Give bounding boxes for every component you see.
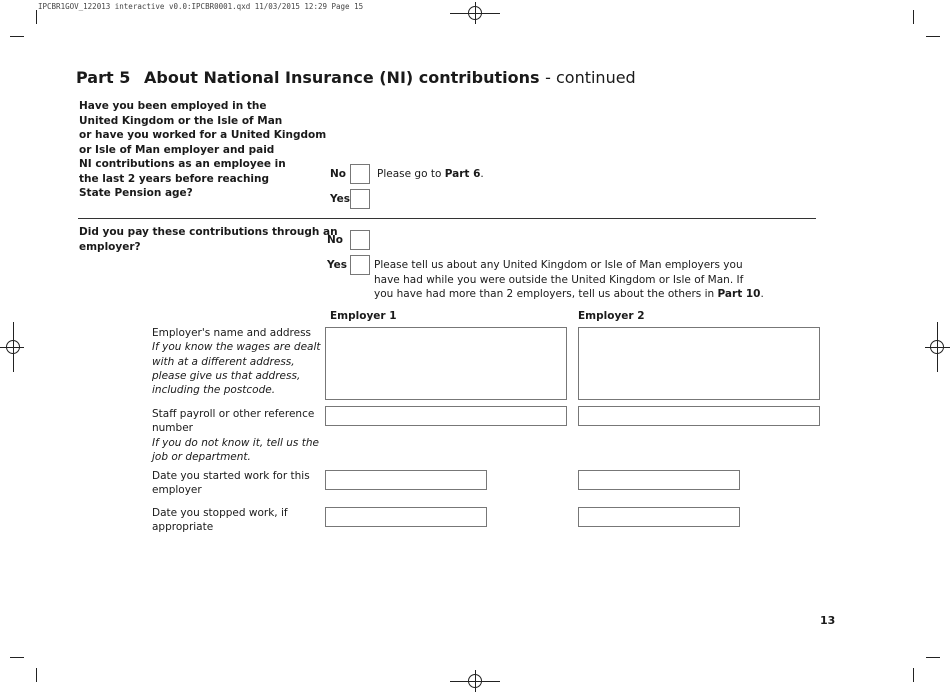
- question-line: NI contributions as an employee in: [79, 158, 286, 170]
- employer-1-start-date-field[interactable]: [325, 470, 487, 490]
- q1-no-checkbox[interactable]: [350, 164, 370, 184]
- question-paid-through-employer: [79, 225, 338, 254]
- question-employed-uk: [79, 99, 326, 201]
- section-divider: [78, 218, 816, 219]
- crop-mark-bottom-left-h: [10, 657, 24, 658]
- note-line: Please tell us about any United Kingdom or Isle of Man employers you: [374, 259, 743, 271]
- crop-mark-top-right-v: [913, 10, 914, 24]
- field-hint: If you do not know it, tell us the: [152, 436, 319, 449]
- crop-mark-bottom-right-v: [913, 668, 914, 682]
- field-hint: with at a different address,: [152, 355, 295, 368]
- question-line: or Isle of Man employer and paid: [79, 143, 275, 156]
- employer-1-stop-date-field[interactable]: [325, 507, 487, 527]
- crop-mark-top-left-v: [36, 10, 37, 24]
- note-text: .: [480, 168, 484, 180]
- q2-yes-label: Yes: [327, 259, 348, 271]
- field-hint: job or department.: [152, 450, 251, 463]
- q1-no-note: [377, 167, 484, 182]
- question-line: United Kingdom or the Isle of Man: [79, 114, 283, 127]
- print-slug: IPCBR1GOV_122013 interactive v0.0:IPCBR0001.qxd 11/03/2015 12:29 Page 15: [38, 2, 364, 11]
- employer-2-start-date-field[interactable]: [578, 470, 740, 490]
- q2-no-checkbox[interactable]: [350, 230, 370, 250]
- q1-yes-checkbox[interactable]: [350, 189, 370, 209]
- employer-2-name-address-field[interactable]: [578, 327, 820, 400]
- employer-2-payroll-field[interactable]: [578, 406, 820, 426]
- note-line: [374, 287, 764, 302]
- payroll-label: [152, 407, 319, 464]
- field-label: appropriate: [152, 521, 214, 534]
- field-label: Employer's name and address: [152, 327, 312, 339]
- note-part-ref: Part 10: [717, 288, 761, 300]
- q2-yes-checkbox[interactable]: [350, 255, 370, 275]
- q1-yes-label: Yes: [330, 193, 351, 205]
- name-address-label: [152, 326, 321, 397]
- page-number: 13: [820, 614, 836, 627]
- q1-no-label: No: [330, 168, 347, 180]
- employer-1-payroll-field[interactable]: [325, 406, 567, 426]
- field-hint: please give us that address,: [152, 369, 301, 382]
- question-line: Have you been employed in the: [79, 100, 267, 112]
- q2-no-label: No: [327, 234, 344, 246]
- field-label: Date you started work for this: [152, 470, 310, 482]
- field-label: number: [152, 422, 193, 435]
- crop-mark-top-right-h: [926, 36, 940, 37]
- crop-mark-top-left-h: [10, 36, 24, 37]
- question-line: State Pension age?: [79, 187, 193, 199]
- field-label: employer: [152, 484, 202, 497]
- crop-mark-bottom-right-h: [926, 657, 940, 658]
- question-line: or have you worked for a United Kingdom: [79, 129, 327, 141]
- field-label: Staff payroll or other reference: [152, 408, 315, 420]
- question-line: Did you pay these contributions through an: [79, 226, 338, 238]
- note-line: have had while you were outside the United Kingdom or Isle of Man. If: [374, 273, 744, 286]
- note-text: .: [760, 288, 764, 300]
- continued-label: - continued: [545, 68, 636, 87]
- start-date-label: [152, 469, 310, 498]
- note-text: Please go to: [377, 168, 445, 180]
- field-label: Date you stopped work, if: [152, 507, 288, 519]
- crop-mark-bottom-left-v: [36, 668, 37, 682]
- note-part-ref: Part 6: [444, 168, 481, 180]
- question-line: employer?: [79, 240, 141, 253]
- employer-1-heading: Employer 1: [330, 310, 397, 322]
- employer-1-name-address-field[interactable]: [325, 327, 567, 400]
- employer-2-heading: Employer 2: [578, 310, 645, 322]
- part-label: Part 5: [76, 68, 131, 87]
- q2-yes-note: [374, 258, 764, 302]
- employer-2-stop-date-field[interactable]: [578, 507, 740, 527]
- question-line: the last 2 years before reaching: [79, 172, 270, 185]
- field-hint: If you know the wages are dealt: [152, 341, 321, 354]
- note-text: you have had more than 2 employers, tell us about the others in: [374, 288, 718, 300]
- page-title: [76, 68, 636, 87]
- stop-date-label: [152, 506, 288, 535]
- field-hint: including the postcode.: [152, 384, 276, 397]
- section-title: About National Insurance (NI) contributions: [144, 68, 540, 87]
